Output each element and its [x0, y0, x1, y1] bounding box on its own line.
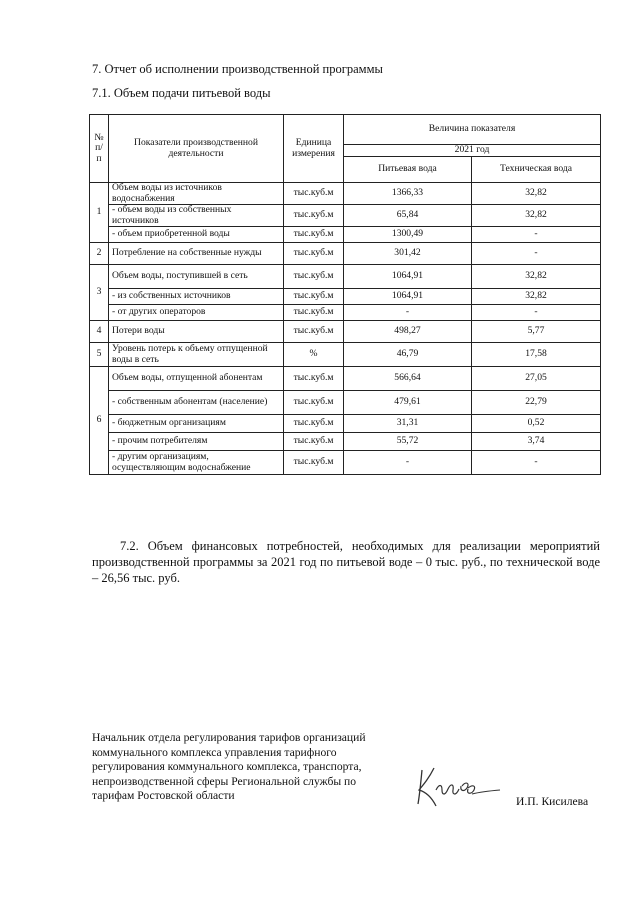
row-indicator: - бюджетным организациям [109, 415, 284, 433]
row-unit: тыс.куб.м [284, 367, 344, 391]
row-drinking-value: 55,72 [344, 433, 472, 451]
row-unit: тыс.куб.м [284, 265, 344, 289]
header-row [90, 115, 601, 145]
table-row [90, 391, 601, 415]
row-unit: тыс.куб.м [284, 391, 344, 415]
row-indicator: Объем воды из источников водоснабжения [109, 183, 284, 205]
row-technical-value: 3,74 [472, 433, 601, 451]
table-row [90, 451, 601, 475]
row-drinking-value: 566,64 [344, 367, 472, 391]
row-unit: тыс.куб.м [284, 183, 344, 205]
row-technical-value: 27,05 [472, 367, 601, 391]
table-row [90, 415, 601, 433]
table-row [90, 227, 601, 243]
table-row [90, 183, 601, 205]
row-drinking-value: 31,31 [344, 415, 472, 433]
row-number: 1 [90, 183, 109, 243]
table-row [90, 265, 601, 289]
header-unit: Единица измерения [284, 115, 344, 183]
header-num: № п/ п [90, 115, 109, 183]
row-number: 4 [90, 321, 109, 343]
row-drinking-value: 479,61 [344, 391, 472, 415]
row-unit: тыс.куб.м [284, 243, 344, 265]
row-indicator: - объем воды из собственных источников [109, 205, 284, 227]
row-unit: тыс.куб.м [284, 227, 344, 243]
row-number: 5 [90, 343, 109, 367]
table-row [90, 205, 601, 227]
row-unit: тыс.куб.м [284, 205, 344, 227]
row-technical-value: 22,79 [472, 391, 601, 415]
row-unit: % [284, 343, 344, 367]
header-year: 2021 год [344, 145, 601, 157]
row-technical-value: - [472, 451, 601, 475]
signatory-name: И.П. Кисилева [516, 795, 589, 808]
header-indicator: Показатели производственной деятельности [109, 115, 284, 183]
handwritten-signature [412, 760, 504, 810]
row-technical-value: 32,82 [472, 183, 601, 205]
row-technical-value: 32,82 [472, 265, 601, 289]
row-drinking-value: 1064,91 [344, 289, 472, 305]
header-drinking: Питьевая вода [344, 157, 472, 183]
row-technical-value: - [472, 243, 601, 265]
table-row [90, 343, 601, 367]
section-title: 7. Отчет об исполнении производственной программы [92, 62, 383, 76]
row-indicator: Уровень потерь к объему отпущенной воды в сеть [109, 343, 284, 367]
row-indicator: - прочим потребителям [109, 433, 284, 451]
row-technical-value: - [472, 305, 601, 321]
table-row [90, 321, 601, 343]
row-technical-value: 5,77 [472, 321, 601, 343]
row-drinking-value: 301,42 [344, 243, 472, 265]
table-row [90, 367, 601, 391]
signature-block [92, 731, 392, 804]
signature-line: коммунального комплекса управления тарифного [92, 745, 337, 759]
row-number: 3 [90, 265, 109, 321]
table-row [90, 243, 601, 265]
row-indicator: - от других операторов [109, 305, 284, 321]
row-drinking-value: 498,27 [344, 321, 472, 343]
header-technical: Техническая вода [472, 157, 601, 183]
row-drinking-value: 1064,91 [344, 265, 472, 289]
signature-line: тарифам Ростовской области [92, 789, 235, 803]
row-unit: тыс.куб.м [284, 433, 344, 451]
row-indicator: Потери воды [109, 321, 284, 343]
row-number: 6 [90, 367, 109, 475]
row-number: 2 [90, 243, 109, 265]
row-drinking-value: 46,79 [344, 343, 472, 367]
row-unit: тыс.куб.м [284, 305, 344, 321]
row-indicator: - другим организациям, осуществляющим водоснабжение [109, 451, 284, 475]
water-supply-table [89, 114, 601, 475]
row-indicator: Потребление на собственные нужды [109, 243, 284, 265]
header-value-group: Величина показателя [344, 115, 601, 145]
table-row [90, 433, 601, 451]
row-drinking-value: 1300,49 [344, 227, 472, 243]
row-indicator: - объем приобретенной воды [109, 227, 284, 243]
row-drinking-value: - [344, 305, 472, 321]
signature-line: регулирования коммунального комплекса, транспорта, [92, 760, 362, 774]
row-technical-value: 32,82 [472, 289, 601, 305]
row-indicator: Объем воды, поступившей в сеть [109, 265, 284, 289]
row-technical-value: 0,52 [472, 415, 601, 433]
row-indicator: Объем воды, отпущенной абонентам [109, 367, 284, 391]
row-technical-value: 17,58 [472, 343, 601, 367]
subsection-title: 7.1. Объем подачи питьевой воды [92, 86, 271, 100]
financial-paragraph: 7.2. Объем финансовых потребностей, необходимых для реализации мероприятий производственной программы за 2021 год по питьевой воде – 0 тыс. руб., по технической воде – 26,56 тыс. руб. [92, 539, 600, 585]
row-unit: тыс.куб.м [284, 289, 344, 305]
row-unit: тыс.куб.м [284, 451, 344, 475]
signature-line: непроизводственной сферы Региональной службы по [92, 774, 357, 788]
row-indicator: - из собственных источников [109, 289, 284, 305]
row-unit: тыс.куб.м [284, 415, 344, 433]
row-technical-value: 32,82 [472, 205, 601, 227]
row-unit: тыс.куб.м [284, 321, 344, 343]
row-drinking-value: - [344, 451, 472, 475]
signature-line: Начальник отдела регулирования тарифов организаций [92, 731, 366, 744]
table-row [90, 305, 601, 321]
row-drinking-value: 65,84 [344, 205, 472, 227]
table-row [90, 289, 601, 305]
row-drinking-value: 1366,33 [344, 183, 472, 205]
row-technical-value: - [472, 227, 601, 243]
row-indicator: - собственным абонентам (население) [109, 391, 284, 415]
